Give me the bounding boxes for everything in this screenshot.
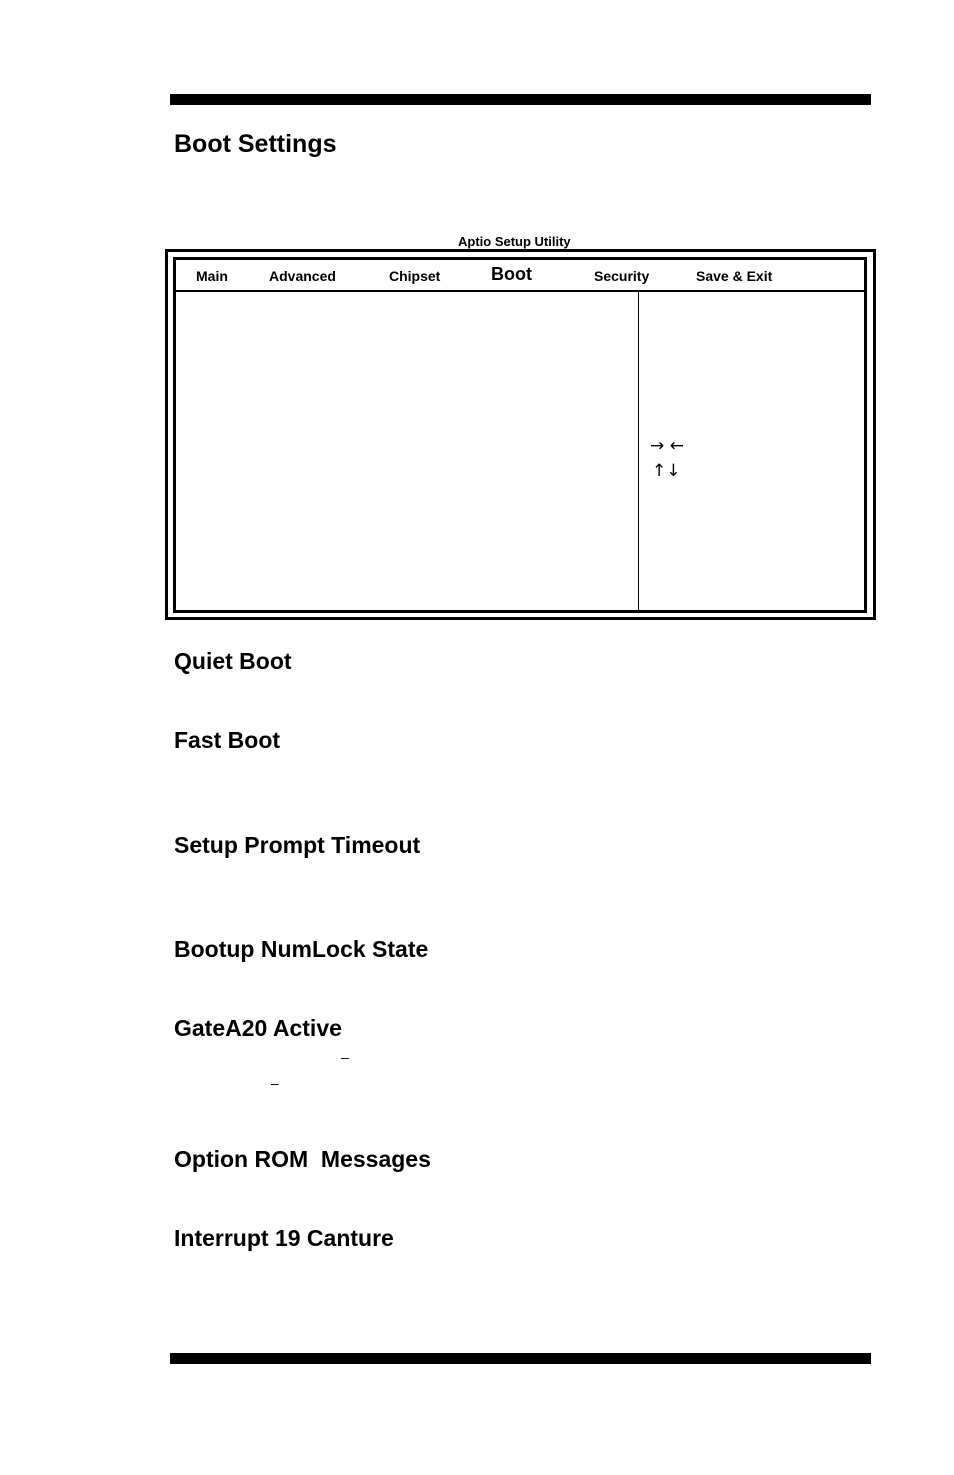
bottom-rule bbox=[170, 1353, 871, 1364]
help-panel bbox=[650, 434, 684, 484]
bios-menu-bar bbox=[176, 260, 864, 292]
tab-advanced[interactable]: Advanced bbox=[269, 268, 336, 284]
left-right-arrows-icon: → ← bbox=[650, 436, 684, 456]
heading-option-rom-messages: Option ROM Messages bbox=[174, 1146, 431, 1172]
heading-setup-prompt-timeout: Setup Prompt Timeout bbox=[174, 832, 421, 858]
page-title: Boot Settings bbox=[174, 130, 337, 158]
tab-chipset[interactable]: Chipset bbox=[389, 268, 441, 284]
pane-divider bbox=[638, 292, 639, 610]
tab-main[interactable]: Main bbox=[196, 268, 228, 284]
bios-screen-frame bbox=[165, 249, 876, 620]
tab-save-exit[interactable]: Save & Exit bbox=[696, 268, 773, 284]
heading-gatea20-active: GateA20 Active bbox=[174, 1015, 342, 1041]
bios-screen bbox=[173, 257, 867, 613]
up-down-arrows-icon: ↑↓ bbox=[652, 461, 681, 481]
heading-interrupt-19-capture: Interrupt 19 Canture bbox=[174, 1225, 394, 1251]
bios-utility-title: Aptio Setup Utility bbox=[458, 234, 571, 249]
dash-mark: – bbox=[341, 1049, 349, 1065]
tab-security[interactable]: Security bbox=[594, 268, 650, 284]
dash-mark: – bbox=[271, 1075, 279, 1091]
top-rule bbox=[170, 94, 871, 105]
tab-boot[interactable]: Boot bbox=[491, 264, 532, 284]
heading-bootup-numlock-state: Bootup NumLock State bbox=[174, 936, 429, 962]
heading-quiet-boot: Quiet Boot bbox=[174, 648, 292, 674]
heading-fast-boot: Fast Boot bbox=[174, 727, 281, 753]
